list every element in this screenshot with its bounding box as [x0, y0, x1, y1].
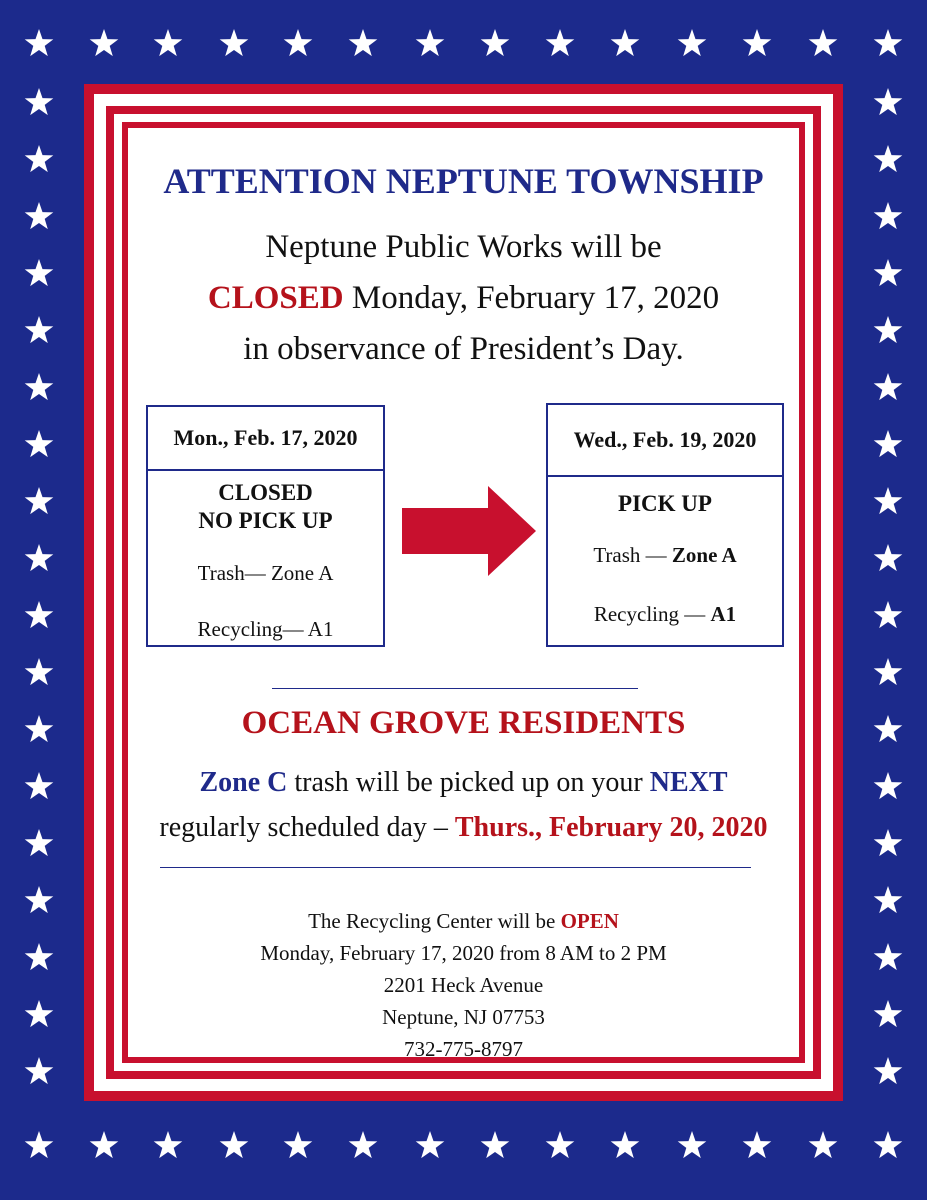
- star-icon: [874, 544, 903, 571]
- star-icon: [416, 29, 445, 56]
- star-icon: [25, 430, 54, 457]
- star-icon: [874, 373, 903, 400]
- star-icon: [874, 430, 903, 457]
- pickup-day-box: [546, 403, 784, 647]
- star-icon: [743, 1131, 772, 1158]
- star-icon: [874, 88, 903, 115]
- recycling-center-info: [0, 905, 927, 1065]
- star-icon: [743, 29, 772, 56]
- recycling-center-line1: [0, 905, 927, 937]
- arrow-right-icon: [402, 486, 536, 576]
- closed-day-date: Mon., Feb. 17, 2020: [148, 407, 383, 471]
- intro-line1: Neptune Public Works will be: [265, 229, 662, 265]
- star-icon: [546, 29, 575, 56]
- star-icon: [220, 1131, 249, 1158]
- closed-status-line1: CLOSED: [218, 480, 313, 505]
- pickup-trash: [548, 543, 782, 568]
- ocean-grove-text2: regularly scheduled day –: [159, 812, 455, 843]
- divider-bottom: [160, 867, 751, 868]
- address-city: Neptune, NJ 07753: [382, 1005, 545, 1029]
- star-icon: [874, 1131, 903, 1158]
- star-icon: [611, 29, 640, 56]
- star-icon: [349, 29, 378, 56]
- next-word: NEXT: [649, 767, 728, 798]
- ocean-grove-date: Thurs., February 20, 2020: [454, 812, 768, 843]
- star-icon: [25, 1131, 54, 1158]
- star-icon: [284, 29, 313, 56]
- pickup-recycling-zone: A1: [710, 602, 737, 626]
- star-icon: [25, 29, 54, 56]
- star-icon: [349, 1131, 378, 1158]
- zone-c: Zone C: [199, 767, 288, 798]
- closed-recycling-zone: Recycling— A1: [197, 617, 334, 641]
- star-icon: [481, 1131, 510, 1158]
- star-icon: [90, 29, 119, 56]
- closure-date: Monday, February 17, 2020: [343, 280, 720, 316]
- star-icon: [546, 1131, 575, 1158]
- pickup-recycling-label: Recycling —: [593, 602, 711, 626]
- closed-status-line2: NO PICK UP: [198, 508, 333, 533]
- ocean-grove-title: OCEAN GROVE RESIDENTS: [241, 705, 686, 741]
- star-icon: [154, 1131, 183, 1158]
- star-icon: [25, 601, 54, 628]
- star-icon: [874, 487, 903, 514]
- closed-trash-zone: Trash— Zone A: [197, 561, 334, 585]
- closed-day-box: [146, 405, 385, 647]
- star-icon: [809, 1131, 838, 1158]
- ocean-grove-line2: [0, 805, 927, 850]
- ocean-grove-notice: [0, 760, 927, 850]
- intro-line2: [0, 273, 927, 324]
- closed-word: CLOSED: [207, 280, 344, 316]
- address-street: 2201 Heck Avenue: [383, 973, 544, 997]
- pickup-recycling: [548, 602, 782, 627]
- recycling-center-hours: Monday, February 17, 2020 from 8 AM to 2 PM: [260, 941, 667, 965]
- divider-top: [272, 688, 638, 689]
- pickup-status: PICK UP: [618, 491, 712, 516]
- intro-line3: in observance of President’s Day.: [243, 331, 684, 367]
- star-icon: [284, 1131, 313, 1158]
- closed-status: [148, 479, 383, 535]
- star-icon: [874, 29, 903, 56]
- star-icon: [25, 487, 54, 514]
- star-icon: [874, 601, 903, 628]
- star-icon: [90, 1131, 119, 1158]
- pickup-trash-label: Trash —: [593, 543, 672, 567]
- open-word: OPEN: [560, 909, 619, 933]
- star-icon: [809, 29, 838, 56]
- star-icon: [220, 29, 249, 56]
- star-icon: [416, 1131, 445, 1158]
- star-icon: [874, 658, 903, 685]
- headline: ATTENTION NEPTUNE TOWNSHIP: [163, 161, 764, 201]
- star-icon: [25, 544, 54, 571]
- closure-notice: [0, 222, 927, 375]
- star-icon: [25, 373, 54, 400]
- pickup-day-date: Wed., Feb. 19, 2020: [548, 405, 782, 477]
- star-icon: [25, 658, 54, 685]
- ocean-grove-line1: [0, 760, 927, 805]
- star-icon: [678, 1131, 707, 1158]
- star-icon: [481, 29, 510, 56]
- star-icon: [611, 1131, 640, 1158]
- star-icon: [25, 88, 54, 115]
- star-icon: [154, 29, 183, 56]
- pickup-trash-zone: Zone A: [671, 543, 737, 567]
- recycling-center-label: The Recycling Center will be: [308, 909, 561, 933]
- ocean-grove-text1: trash will be picked up on your: [287, 767, 650, 798]
- star-icon: [678, 29, 707, 56]
- phone-number: 732-775-8797: [404, 1037, 523, 1061]
